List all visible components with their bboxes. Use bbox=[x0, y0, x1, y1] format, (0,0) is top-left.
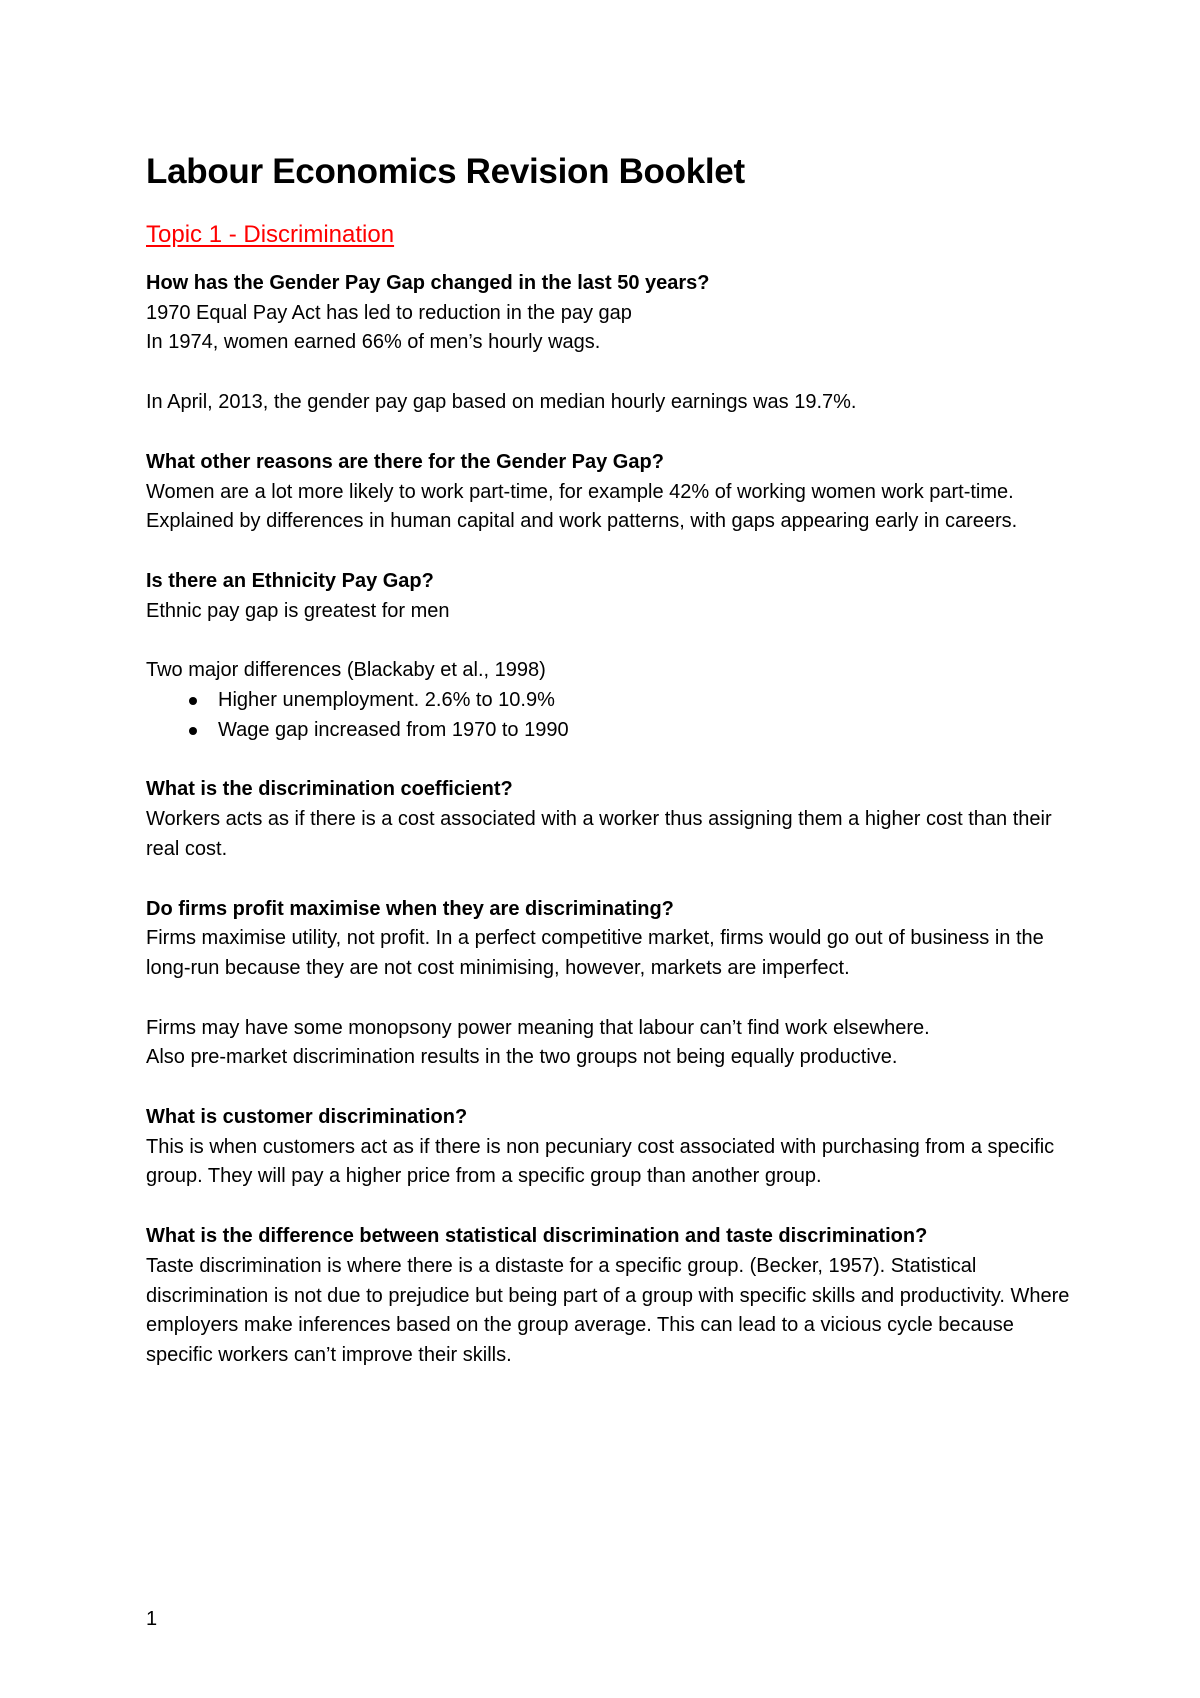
major-differences-intro: Two major differences (Blackaby et al., 1998) bbox=[146, 659, 546, 682]
bullet-list bbox=[146, 686, 1086, 745]
section-profit-maximise bbox=[146, 895, 1086, 984]
answer-line: 1970 Equal Pay Act has led to reduction in the pay gap bbox=[146, 301, 632, 324]
question-statistical-vs-taste: What is the difference between statistical discrimination and taste discrimination? bbox=[146, 1225, 928, 1248]
section-discrimination-coefficient bbox=[146, 775, 1086, 864]
page-number: 1 bbox=[146, 1608, 158, 1630]
question-profit-maximise: Do firms profit maximise when they are discriminating? bbox=[146, 897, 674, 920]
list-item-text: Wage gap increased from 1970 to 1990 bbox=[218, 718, 569, 741]
answer-ethnicity-gap: Ethnic pay gap is greatest for men bbox=[146, 599, 450, 622]
question-other-reasons: What other reasons are there for the Gender Pay Gap? bbox=[146, 450, 664, 473]
answer-line: In 1974, women earned 66% of men’s hourly wags. bbox=[146, 331, 601, 354]
bullet-icon bbox=[189, 697, 197, 705]
page-content bbox=[146, 150, 1086, 1371]
question-pay-gap-change: How has the Gender Pay Gap changed in the last 50 years? bbox=[146, 272, 710, 294]
list-item-text: Higher unemployment. 2.6% to 10.9% bbox=[218, 689, 555, 712]
section-pay-gap-change bbox=[146, 269, 1086, 358]
section-customer-discrimination bbox=[146, 1103, 1086, 1192]
answer-discrimination-coefficient: Workers acts as if there is a cost associated with a worker thus assigning them a higher cost than their real cost. bbox=[146, 808, 1052, 860]
answer-statistical-vs-taste: Taste discrimination is where there is a distaste for a specific group. (Becker, 1957). Statistical discrimination is not due to prejudice but being part of a group with specific skills and productivity. Where employers make inferences based on the group average. This can lead to a vicious cycle because specific workers can’t improve their skills. bbox=[146, 1254, 1070, 1366]
section-other-reasons bbox=[146, 448, 1086, 537]
topic-heading: Topic 1 - Discrimination bbox=[146, 221, 395, 248]
section-monopsony bbox=[146, 1014, 1086, 1073]
document-title: Labour Economics Revision Booklet bbox=[146, 152, 745, 191]
list-item bbox=[146, 686, 1086, 716]
median-earnings-text: In April, 2013, the gender pay gap based on median hourly earnings was 19.7%. bbox=[146, 391, 857, 414]
section-ethnicity-gap bbox=[146, 567, 1086, 626]
answer-other-reasons: Women are a lot more likely to work part-time, for example 42% of working women work part-time. Explained by differences in human capital and work patterns, with gaps appearing early in careers. bbox=[146, 480, 1018, 533]
bullet-icon bbox=[189, 727, 197, 735]
question-discrimination-coefficient: What is the discrimination coefficient? bbox=[146, 778, 513, 801]
list-item bbox=[146, 716, 1086, 746]
section-major-differences bbox=[146, 656, 1086, 745]
monopsony-line: Firms may have some monopsony power meaning that labour can’t find work elsewhere. bbox=[146, 1016, 930, 1039]
section-median-earnings bbox=[146, 388, 1086, 418]
question-customer-discrimination: What is customer discrimination? bbox=[146, 1106, 468, 1129]
monopsony-line: Also pre-market discrimination results in the two groups not being equally productive. bbox=[146, 1046, 898, 1069]
answer-profit-maximise: Firms maximise utility, not profit. In a perfect competitive market, firms would go out of business in the long-run because they are not cost minimising, however, markets are imperfect. bbox=[146, 927, 1044, 979]
question-ethnicity-gap: Is there an Ethnicity Pay Gap? bbox=[146, 569, 434, 592]
answer-customer-discrimination: This is when customers act as if there is non pecuniary cost associated with purchasing from a specific group. They will pay a higher price from a specific group than another group. bbox=[146, 1135, 1055, 1188]
section-statistical-vs-taste bbox=[146, 1222, 1086, 1371]
